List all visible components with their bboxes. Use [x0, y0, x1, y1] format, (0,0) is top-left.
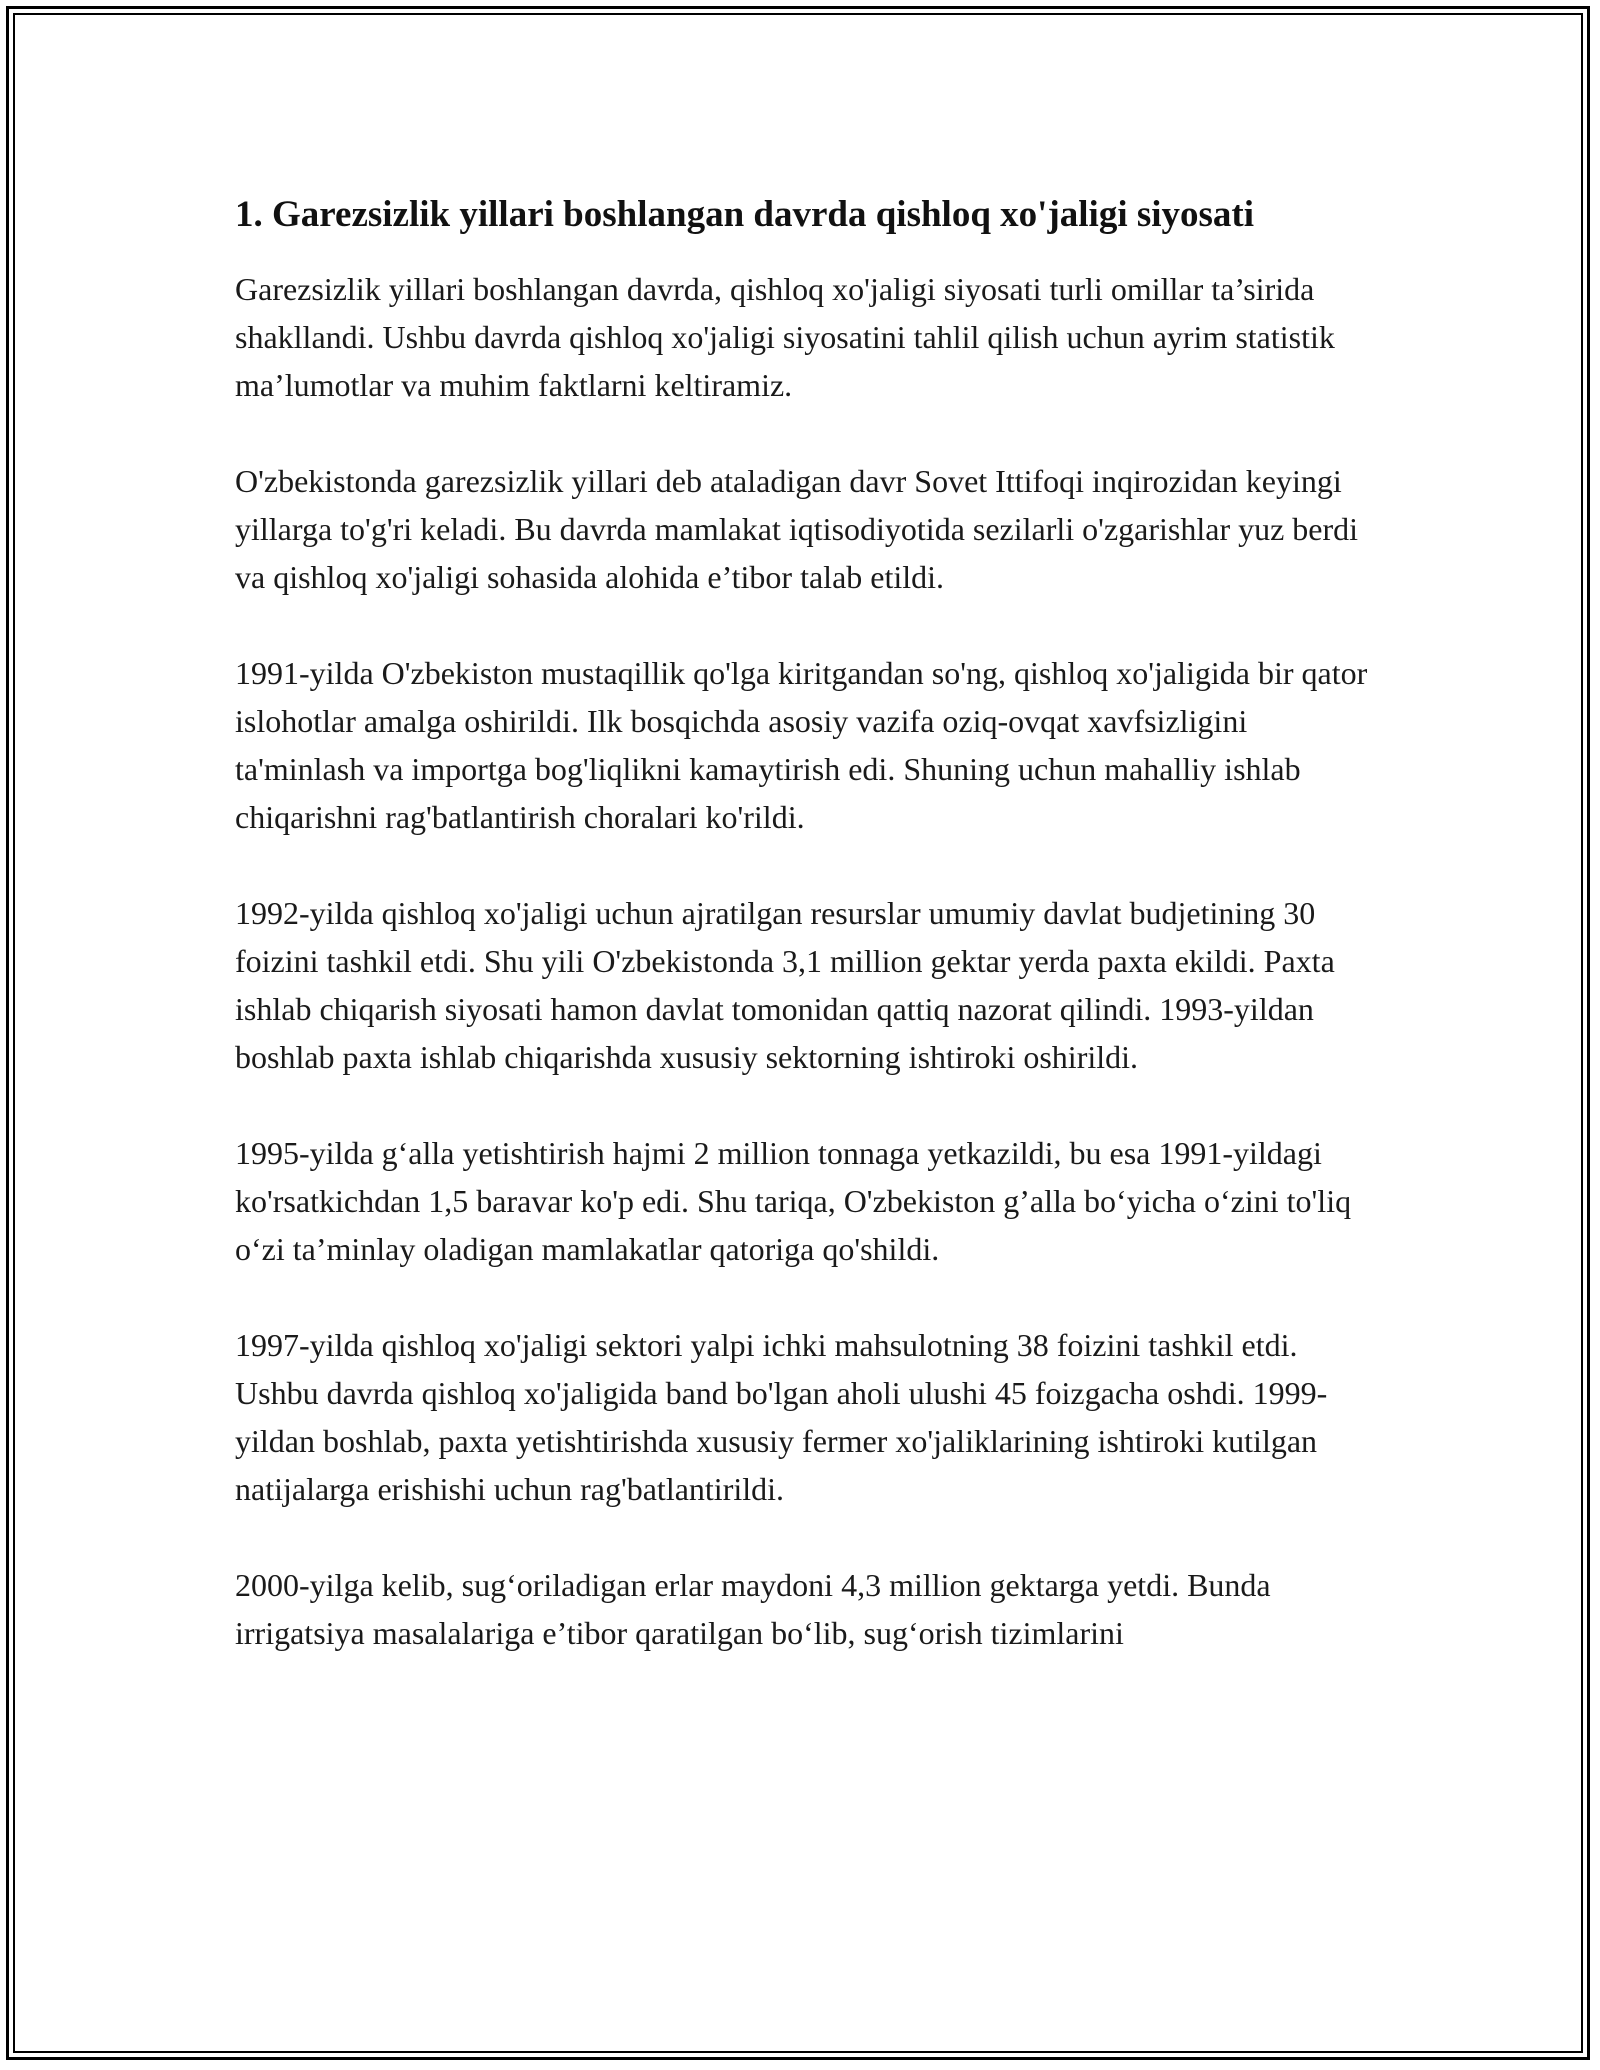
- paragraph-1997-gdp: 1997-yilda qishloq xo'jaligi sektori yalpi ichki mahsulotning 38 foizini tashkil etdi. Ushbu davrda qishloq xo'jaligida band bo'lgan aholi ulushi 45 foizgacha oshdi. 1999-yildan boshlab, paxta yetishtirishda xususiy fermer xo'jaliklarining ishtiroki kutilgan natijalarga erishishi uchun rag'batlantirildi.: [235, 1327, 1328, 1507]
- paragraph-independence-period: O'zbekistonda garezsizlik yillari deb ataladigan davr Sovet Ittifoqi inqirozidan keyingi yillarga to'g'ri keladi. Bu davrda mamlakat iqtisodiyotida sezilarli o'zgarishlar yuz berdi va qishloq xo'jaligi sohasida alohida e’tibor talab etildi.: [235, 463, 1359, 595]
- paragraph-1992-budget: 1992-yilda qishloq xo'jaligi uchun ajratilgan resurslar umumiy davlat budjetining 30 foizini tashkil etdi. Shu yili O'zbekistonda 3,1 million gektar yerda paxta ekildi. Paxta ishlab chiqarish siyosati hamon davlat tomonidan qattiq nazorat qilindi. 1993-yildan boshlab paxta ishlab chiqarishda xususiy sektorning ishtiroki oshirildi.: [235, 895, 1335, 1075]
- document-body: [235, 186, 1375, 1705]
- paragraph-1995-grain: 1995-yilda g‘alla yetishtirish hajmi 2 million tonnaga yetkazildi, bu esa 1991-yildagi ko'rsatkichdan 1,5 baravar ko'p edi. Shu tariqa, O'zbekiston g’alla bo‘yicha o‘zini to'liq o‘zi ta’minlay oladigan mamlakatlar qatoriga qo'shildi.: [235, 1135, 1352, 1267]
- paragraph-2000-irrigation: 2000-yilga kelib, sug‘oriladigan erlar maydoni 4,3 million gektarga yetdi. Bunda irrigatsiya masalalariga e’tibor qaratilgan bo‘lib, sug‘orish tizimlarini: [235, 1567, 1271, 1651]
- paragraph-1991-reforms: 1991-yilda O'zbekiston mustaqillik qo'lga kiritgandan so'ng, qishloq xo'jaligida bir qator islohotlar amalga oshirildi. Ilk bosqichda asosiy vazifa oziq-ovqat xavfsizligini ta'minlash va importga bog'liqlikni kamaytirish edi. Shuning uchun mahalliy ishlab chiqarishni rag'batlantirish choralari ko'rildi.: [235, 655, 1368, 835]
- paragraph-intro: Garezsizlik yillari boshlangan davrda, qishloq xo'jaligi siyosati turli omillar ta’sirida shakllandi. Ushbu davrda qishloq xo'jaligi siyosatini tahlil qilish uchun ayrim statistik ma’lumotlar va muhim faktlarni keltiramiz.: [235, 271, 1335, 403]
- section-heading: 1. Garezsizlik yillari boshlangan davrda qishloq xo'jaligi siyosati: [235, 194, 1255, 235]
